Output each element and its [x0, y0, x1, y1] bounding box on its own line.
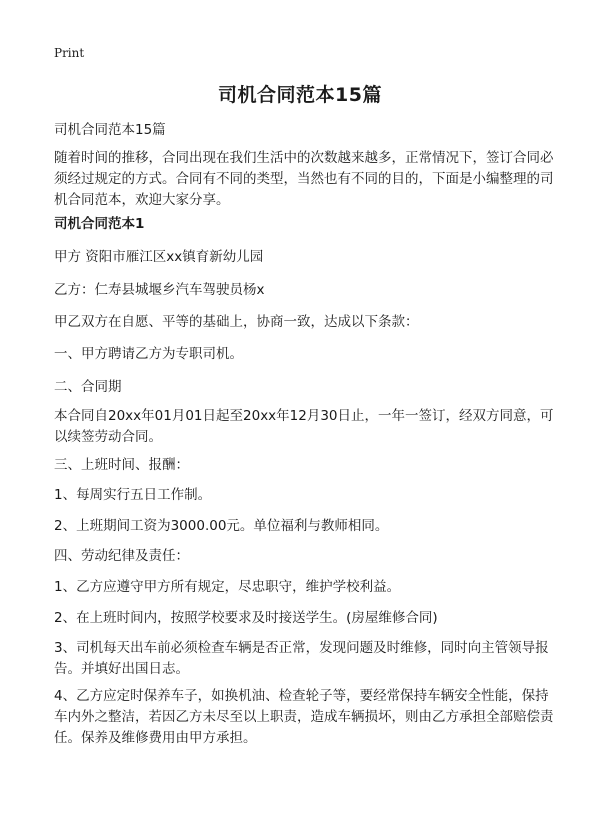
party-a: 甲方 资阳市雁江区xx镇育新幼儿园 [54, 249, 264, 265]
document-subtitle: 司机合同范本15篇 [54, 122, 166, 138]
item-3-2: 2、上班期间工资为3000.00元。单位福利与教师相同。 [54, 518, 389, 534]
section-heading: 司机合同范本1 [54, 216, 145, 232]
clause-4: 四、劳动纪律及责任： [54, 548, 189, 564]
item-4-3: 3、司机每天出车前必须检查车辆是否正常，发现问题及时维修，同时向主管领导报告。并填好出国日志。 [54, 640, 549, 677]
term-paragraph: 本合同自20xx年01月01日起至20xx年12月30日止，一年一签订，经双方同意，可以续签劳动合同。 [54, 408, 554, 445]
item-4-1: 1、乙方应遵守甲方所有规定，尽忠职守，维护学校利益。 [54, 579, 401, 595]
item-4-4: 4、乙方应定时保养车子，如换机油、检查轮子等，要经常保持车辆安全性能，保持车内外之整洁，若因乙方未尽至以上职责，造成车辆损坏，则由乙方承担全部赔偿责任。保养及维修费用由甲方承担。 [54, 688, 554, 746]
clause-3: 三、上班时间、报酬： [54, 457, 189, 473]
intro-paragraph: 随着时间的推移，合同出现在我们生活中的次数越来越多，正常情况下，签订合同必须经过规定的方式。合同有不同的类型，当然也有不同的目的，下面是小编整理的司机合同范本，欢迎大家分享。 [54, 150, 554, 208]
document-title: 司机合同范本15篇 [218, 84, 382, 106]
agreement-line: 甲乙双方在自愿、平等的基础上，协商一致，达成以下条款： [54, 314, 419, 330]
item-4-2: 2、在上班时间内，按照学校要求及时接送学生。(房屋维修合同) [54, 610, 438, 626]
party-b: 乙方：仁寿县城堰乡汽车驾驶员杨x [54, 282, 265, 298]
item-3-1: 1、每周实行五日工作制。 [54, 487, 212, 503]
clause-2: 二、合同期 [54, 379, 122, 395]
print-link[interactable]: Print [54, 46, 85, 60]
clause-1: 一、甲方聘请乙方为专职司机。 [54, 346, 243, 362]
